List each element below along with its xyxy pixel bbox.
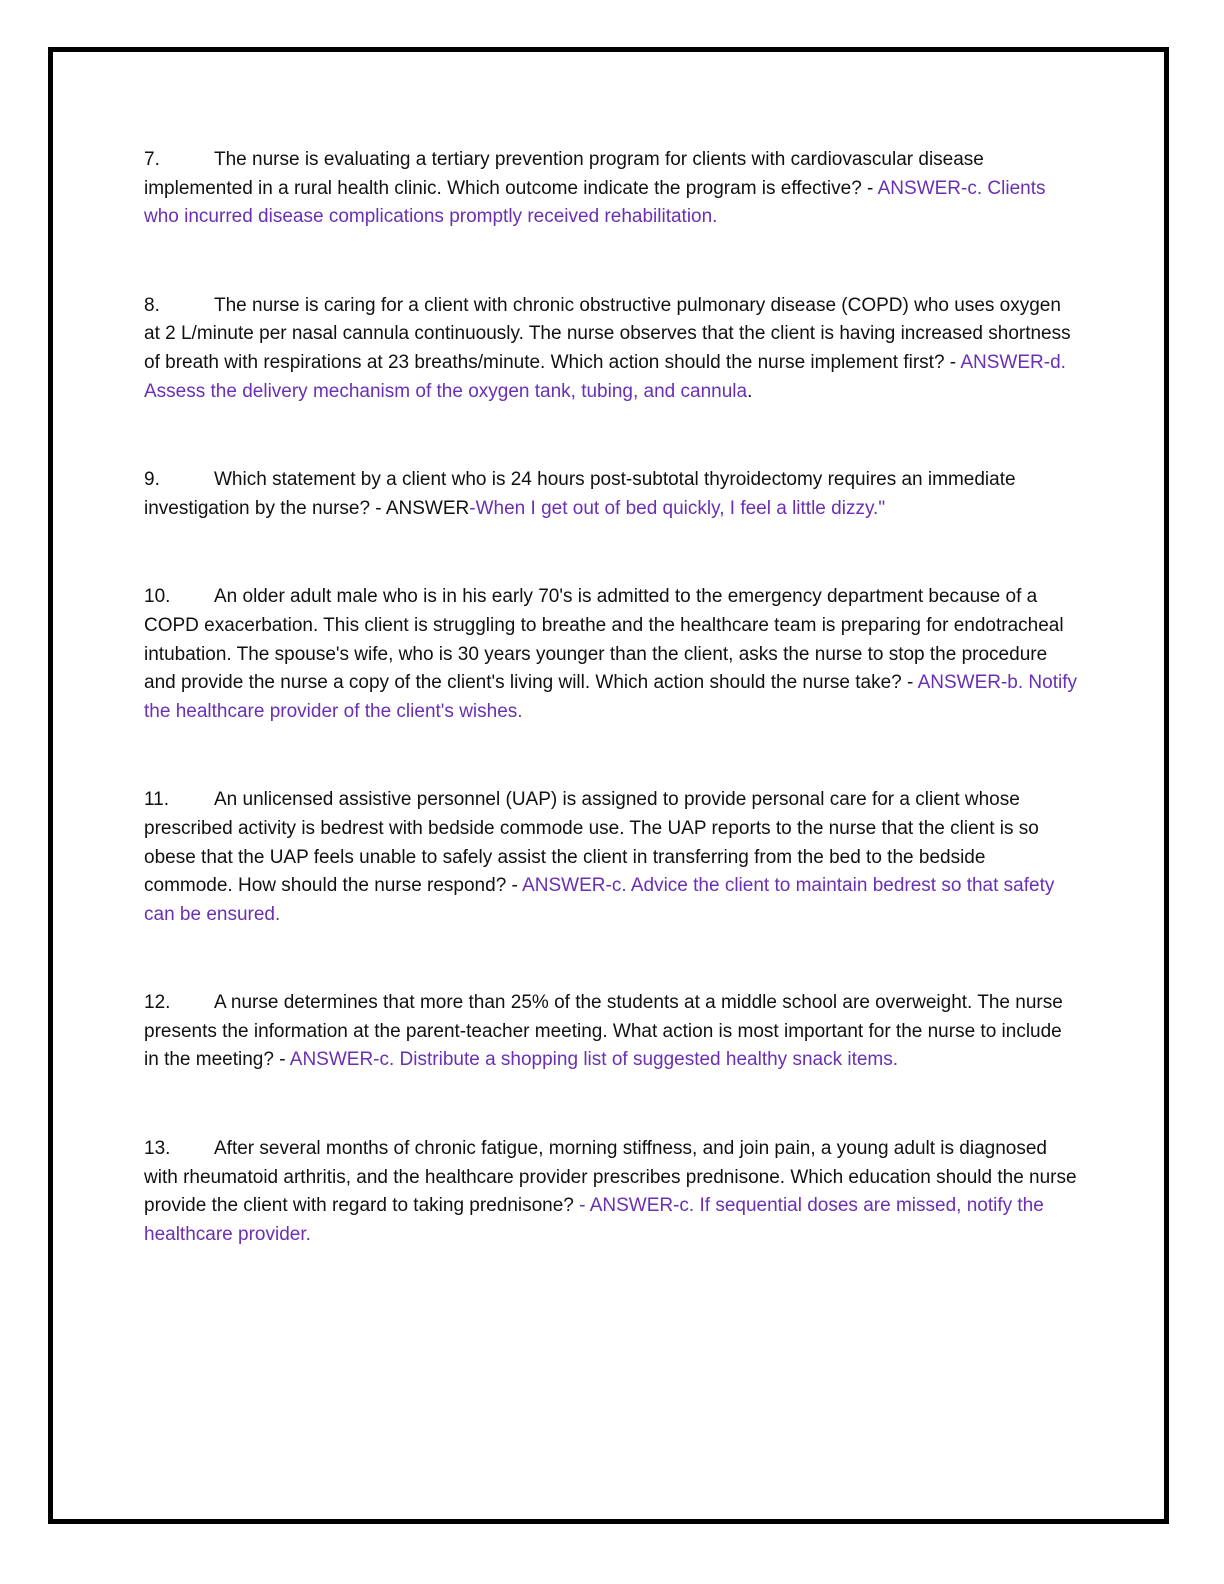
- question-text: An older adult male who is in his early 70's is admitted to the emergency department because of a COPD exacerbation. This client is struggling to breathe and the healthcare team is preparing for endotracheal intubation. The spouse's wife, who is 30 years younger than the client, asks the nurse to stop the procedure and provide the nurse a copy of the client's living will. Which action should the nurse take? -: [144, 586, 1064, 694]
- question-text: A nurse determines that more than 25% of the students at a middle school are overweight. The nurse presents the information at the parent-teacher meeting. What action is most important for the nurse to include in the meeting? -: [144, 992, 1063, 1071]
- question-number: 9.: [144, 469, 160, 491]
- question-list: [144, 146, 1079, 1249]
- question-text: The nurse is evaluating a tertiary prevention program for clients with cardiovascular disease implemented in a rural health clinic. Which outcome indicate the program is effective? -: [144, 149, 984, 199]
- question-number: 10.: [144, 586, 171, 608]
- question-item: [144, 786, 1079, 929]
- answer-text: ANSWER-d. Assess the delivery mechanism of the oxygen tank, tubing, and cannula: [144, 351, 1066, 402]
- question-text: Which statement by a client who is 24 hours post-subtotal thyroidectomy requires an immediate investigation by the nurse? - ANSWER: [144, 469, 1016, 519]
- question-item: [144, 146, 1079, 232]
- question-number: 7.: [144, 149, 160, 170]
- question-text: The nurse is caring for a client with chronic obstructive pulmonary disease (COPD) who uses oxygen at 2 L/minute per nasal cannula continuously. The nurse observes that the client is having increased shortness of breath with respirations at 23 breaths/minute. Which action should the nurse implement first? -: [144, 294, 1071, 373]
- question-number: 12.: [144, 992, 171, 1014]
- question-item: [144, 292, 1079, 406]
- answer-text: - ANSWER-c. If sequential doses are missed, notify the healthcare provider.: [144, 1195, 1044, 1245]
- answer-text: ANSWER-c. Clients who incurred disease complications promptly received rehabilitation.: [144, 177, 1046, 228]
- question-text: After several months of chronic fatigue, morning stiffness, and join pain, a young adult is diagnosed with rheumatoid arthritis, and the healthcare provider prescribes prednisone. Which education should the nurse provide the client with regard to taking prednisone?: [144, 1138, 1077, 1217]
- question-number: 8.: [144, 294, 160, 316]
- answer-text: ANSWER-c. Advice the client to maintain bedrest so that safety can be ensured.: [144, 875, 1055, 925]
- question-item: [144, 989, 1079, 1075]
- question-item: [144, 583, 1079, 726]
- answer-text: ANSWER-c. Distribute a shopping list of suggested healthy snack items.: [289, 1049, 899, 1071]
- question-number: 11.: [144, 789, 170, 811]
- question-item: [144, 1135, 1079, 1249]
- question-text: An unlicensed assistive personnel (UAP) is assigned to provide personal care for a client whose prescribed activity is bedrest with bedside commode use. The UAP reports to the nurse that the client is so obese that the UAP feels unable to safely assist the client in transferring from the bed to the bedside commode. How should the nurse respond? -: [144, 789, 1039, 897]
- answer-text: -When I get out of bed quickly, I feel a little dizzy.": [469, 497, 886, 519]
- answer-text: ANSWER-b. Notify the healthcare provider of the client's wishes.: [144, 672, 1077, 722]
- question-item: [144, 466, 1079, 523]
- answer-suffix: .: [747, 380, 753, 402]
- question-number: 13.: [144, 1138, 171, 1160]
